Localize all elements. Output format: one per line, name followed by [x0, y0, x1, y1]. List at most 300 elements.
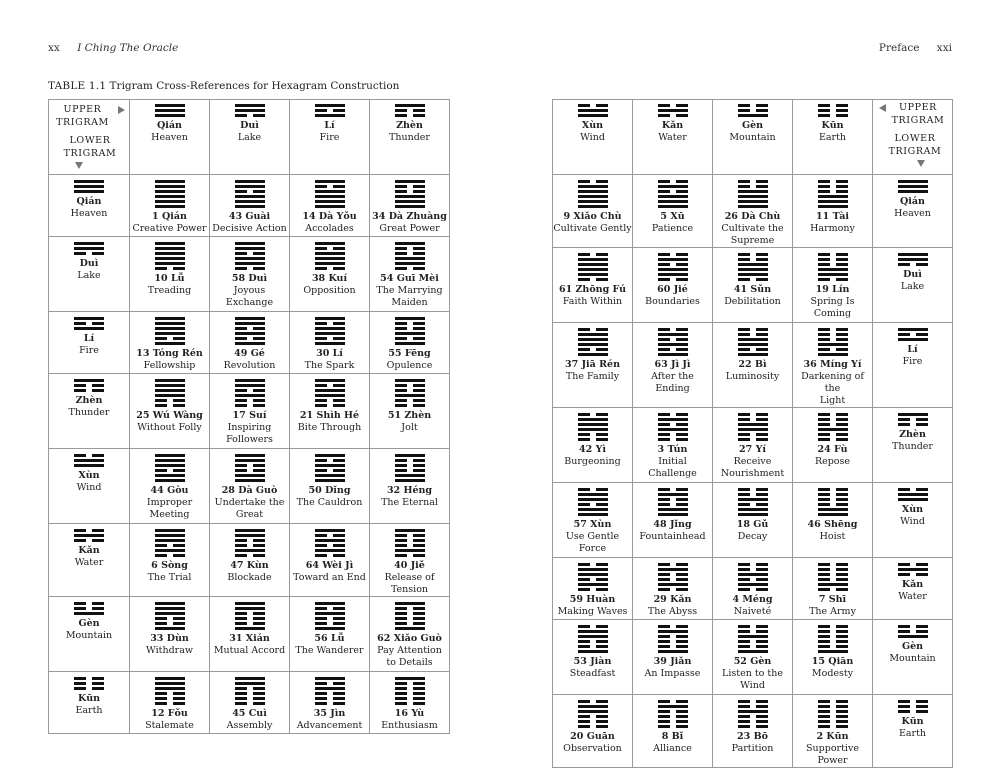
- hexagram-name: Gèn: [750, 656, 772, 667]
- hexagram-title: Boundaries: [645, 296, 700, 307]
- hexagram-name: Xiǎo Guò: [393, 633, 442, 644]
- hexagram-number: 48: [653, 519, 667, 530]
- hexagram-symbol: [658, 253, 688, 281]
- hexagram-title: Modesty: [811, 668, 854, 679]
- trigram-cell: [290, 100, 370, 175]
- hexagram-name: Jiǎn: [670, 656, 692, 667]
- hexagram-label: [136, 348, 203, 360]
- hexagram-label: [232, 708, 267, 720]
- trigram-meaning: Earth: [818, 132, 847, 143]
- hexagram-number: 34: [372, 211, 386, 222]
- trigram-name: Qián: [900, 196, 925, 207]
- hexagram-label: [653, 519, 691, 531]
- hexagram-label: [234, 348, 265, 360]
- hexagram-name: Lǚ: [330, 633, 345, 644]
- hexagram-symbol: [578, 253, 608, 281]
- hexagram-symbol: [578, 625, 608, 653]
- hexagram-symbol: [658, 625, 688, 653]
- hexagram-title: Supportive Power: [806, 743, 859, 766]
- hexagram-name: Zhōng Fú: [575, 284, 627, 295]
- hexagram-name: Cuì: [248, 708, 267, 719]
- trigram-meaning: Wind: [900, 516, 925, 527]
- hexagram-number: 14: [302, 211, 316, 222]
- table-caption: [48, 80, 399, 92]
- hexagram-cell: [210, 175, 290, 237]
- trigram-cell: [210, 100, 290, 175]
- hexagram-symbol: [818, 488, 848, 516]
- hexagram-cell: [713, 620, 793, 695]
- hexagram-cell: [793, 483, 873, 558]
- hexagram-title: Patience: [651, 223, 694, 234]
- hexagram-cell: [370, 449, 450, 524]
- arrow-left-icon: [879, 104, 886, 112]
- table-label: TABLE 1.1: [48, 80, 107, 92]
- hexagram-number: 1: [152, 211, 159, 222]
- hexagram-symbol: [155, 602, 185, 630]
- hexagram-title: Fountainhead: [639, 531, 706, 542]
- hexagram-number: 10: [154, 273, 168, 284]
- trigram-name: Xùn: [901, 504, 924, 515]
- trigram-meaning: Water: [658, 132, 687, 143]
- hexagram-title: Treading: [147, 285, 192, 296]
- hexagram-symbol: [315, 379, 345, 407]
- hexagram-title: Great Power: [379, 223, 440, 234]
- hexagram-label: [817, 444, 847, 456]
- hexagram-name: Lí: [332, 348, 343, 359]
- hexagram-symbol: [395, 242, 425, 270]
- hexagram-number: 5: [660, 211, 668, 222]
- trigram-cell: [873, 620, 953, 695]
- hexagram-number: 17: [232, 410, 246, 421]
- trigram-cell: [873, 695, 953, 768]
- trigram-meaning: Lake: [900, 281, 925, 292]
- hexagram-title: Undertake the: [214, 497, 285, 508]
- hexagram-number: 27: [739, 444, 753, 455]
- hexagram-cell: [210, 237, 290, 312]
- trigram-name: Duì: [240, 120, 259, 131]
- hexagram-name: Fǒu: [167, 708, 188, 719]
- hexagram-title: Observation: [563, 743, 622, 754]
- hexagram-number: 6: [151, 560, 158, 571]
- hexagram-cell: [553, 695, 633, 768]
- table-row: [49, 672, 450, 734]
- hexagram-symbol: [738, 180, 768, 208]
- hexagram-name: Jiě: [410, 560, 425, 571]
- hexagram-name: Jiàn: [590, 656, 612, 667]
- corner-cell: [873, 100, 953, 175]
- hexagram-symbol: [395, 677, 425, 705]
- trigram-symbol: [74, 602, 104, 615]
- hexagram-number: 50: [308, 485, 322, 496]
- hexagram-name: Bǐ: [671, 731, 684, 742]
- hexagram-number: 46: [807, 519, 821, 530]
- trigram-meaning: Water: [74, 557, 104, 568]
- hexagram-number: 4: [732, 594, 740, 605]
- hexagram-cell: [793, 695, 873, 768]
- hexagram-symbol: [658, 563, 688, 591]
- hexagram-name: Míng Yí: [820, 359, 862, 370]
- table-row: [553, 483, 953, 558]
- hexagram-title: Light: [819, 395, 846, 406]
- hexagram-label: [154, 273, 184, 285]
- trigram-name: Kūn: [77, 693, 101, 704]
- hexagram-label: [725, 211, 781, 223]
- table-row: [49, 175, 450, 237]
- trigram-symbol: [898, 180, 928, 193]
- hexagram-number: 55: [388, 348, 402, 359]
- hexagram-title: Darkening of the: [801, 371, 864, 394]
- hexagram-symbol: [155, 454, 185, 482]
- hexagram-cell: [210, 524, 290, 597]
- hexagram-name: Dà Chù: [741, 211, 781, 222]
- hexagram-name: Kùn: [246, 560, 269, 571]
- hexagram-label: [662, 731, 684, 743]
- hexagram-number: 35: [313, 708, 327, 719]
- hexagram-cell: [370, 597, 450, 672]
- hexagram-cell: [130, 672, 210, 734]
- trigram-cell: [49, 449, 130, 524]
- hexagram-cell: [290, 374, 370, 449]
- hexagram-number: 44: [150, 485, 164, 496]
- hexagram-cell: [713, 483, 793, 558]
- trigram-symbol: [155, 104, 185, 117]
- trigram-meaning: Fire: [79, 345, 99, 356]
- hexagram-title: The Wanderer: [295, 645, 364, 656]
- hexagram-title: Hoist: [819, 531, 846, 542]
- hexagram-title: Making Waves: [557, 606, 628, 617]
- hexagram-cell: [370, 672, 450, 734]
- hexagram-label: [372, 211, 447, 223]
- table-row: [553, 408, 953, 483]
- hexagram-label: [574, 519, 612, 531]
- running-header-right: [879, 42, 952, 54]
- hexagram-symbol: [818, 625, 848, 653]
- hexagram-name: Fēng: [404, 348, 431, 359]
- hexagram-title: Release of Tension: [384, 572, 435, 595]
- hexagram-symbol: [578, 180, 608, 208]
- hexagram-number: 56: [314, 633, 328, 644]
- trigram-cell: [130, 100, 210, 175]
- hexagram-title: The Cauldron: [296, 497, 363, 508]
- hexagram-label: [316, 348, 343, 360]
- hexagram-number: 58: [231, 273, 246, 284]
- hexagram-title: Pay Attention: [377, 645, 442, 656]
- hexagram-number: 40: [394, 560, 408, 571]
- hexagram-title: to Details: [386, 657, 433, 668]
- hexagram-title: Cultivate the: [721, 223, 784, 234]
- hexagram-label: [229, 211, 270, 223]
- hexagram-number: 38: [311, 273, 326, 284]
- hexagram-name: Kuí: [328, 273, 348, 284]
- hexagram-name: Suí: [249, 410, 267, 421]
- hexagram-number: 64: [305, 560, 319, 571]
- hexagram-label: [737, 519, 769, 531]
- hexagram-symbol: [155, 379, 185, 407]
- hexagram-name: Sòng: [161, 560, 188, 571]
- trigram-symbol: [898, 563, 928, 576]
- hexagram-title: Steadfast: [569, 668, 616, 679]
- hexagram-label: [563, 211, 621, 223]
- hexagram-cell: [633, 175, 713, 248]
- hexagram-cell: [713, 248, 793, 323]
- hexagram-number: 16: [394, 708, 409, 719]
- hexagram-number: 28: [221, 485, 235, 496]
- trigram-meaning: Earth: [898, 728, 927, 739]
- hexagram-label: [300, 410, 359, 422]
- trigram-meaning: Thunder: [892, 441, 933, 452]
- running-header-left: [48, 42, 178, 54]
- hexagram-number: 13: [136, 348, 150, 359]
- table-row: [49, 449, 450, 524]
- hexagram-number: 18: [736, 519, 750, 530]
- hexagram-cell: [553, 558, 633, 620]
- hexagram-symbol: [738, 328, 768, 356]
- hexagram-name: Fù: [834, 444, 848, 455]
- hexagram-title: Without Folly: [137, 422, 202, 433]
- trigram-cell: [553, 100, 633, 175]
- hexagram-symbol: [315, 454, 345, 482]
- hexagram-name: Kūn: [826, 731, 849, 742]
- hexagram-title: Spring Is Coming: [810, 296, 855, 319]
- hexagram-number: 36: [803, 359, 817, 370]
- hexagram-cell: [290, 312, 370, 374]
- hexagram-cell: [713, 695, 793, 768]
- table-row: [553, 248, 953, 323]
- trigram-symbol: [578, 104, 608, 117]
- trigram-name: Lí: [324, 120, 335, 131]
- hexagram-label: [654, 359, 690, 371]
- trigram-name: Duì: [79, 258, 99, 269]
- hexagram-number: 59: [569, 594, 583, 605]
- hexagram-label: [574, 656, 612, 668]
- trigram-symbol: [74, 529, 104, 542]
- table-row: [49, 374, 450, 449]
- hexagram-number: 31: [229, 633, 243, 644]
- trigram-cell: [873, 248, 953, 323]
- trigram-cell: [49, 175, 130, 237]
- trigram-cell: [633, 100, 713, 175]
- trigram-meaning: Lake: [77, 270, 101, 281]
- hexagram-title: Assembly: [226, 720, 273, 731]
- trigram-meaning: Mountain: [729, 132, 776, 143]
- hexagram-symbol: [395, 180, 425, 208]
- hexagram-title: Alliance: [653, 743, 692, 754]
- trigram-name: Kǎn: [78, 545, 100, 556]
- trigram-meaning: Mountain: [889, 653, 936, 664]
- hexagram-name: Jǐng: [669, 519, 692, 530]
- hexagram-number: 11: [816, 211, 830, 222]
- trigram-symbol: [74, 242, 104, 255]
- hexagram-cell: [793, 175, 873, 248]
- hexagram-name: Jì Jì: [671, 359, 691, 370]
- hexagram-title: The Eternal: [381, 497, 438, 508]
- hexagram-number: 37: [565, 359, 579, 370]
- trigram-name: Gèn: [741, 120, 764, 131]
- trigram-name: Duì: [903, 269, 922, 280]
- trigram-name: Kūn: [821, 120, 844, 131]
- corner-cell: [49, 100, 130, 175]
- hexagram-label: [654, 594, 692, 606]
- hexagram-label: [559, 284, 626, 296]
- hexagram-title: Great: [235, 509, 264, 520]
- arrow-down-icon: [75, 162, 83, 169]
- hexagram-name: Qiān: [828, 656, 854, 667]
- hexagram-symbol: [658, 700, 688, 728]
- hexagram-name: Tóng Rén: [152, 348, 203, 359]
- hexagram-name: Dà Zhuàng: [388, 211, 447, 222]
- trigram-symbol: [235, 104, 265, 117]
- hexagram-cell: [130, 374, 210, 449]
- hexagram-number: 21: [299, 410, 314, 421]
- hexagram-label: [152, 211, 187, 223]
- hexagram-label: [579, 444, 606, 456]
- hexagram-cell: [130, 237, 210, 312]
- hexagram-name: Dǐng: [325, 485, 351, 496]
- hexagram-cell: [370, 175, 450, 237]
- hexagram-cell: [793, 408, 873, 483]
- hexagram-number: 20: [570, 731, 584, 742]
- hexagram-name: Yù: [411, 708, 425, 719]
- trigram-cell: [873, 558, 953, 620]
- hexagram-name: Gòu: [167, 485, 189, 496]
- hexagram-name: Wú Wàng: [152, 410, 203, 421]
- hexagram-symbol: [315, 602, 345, 630]
- hexagram-symbol: [235, 379, 265, 407]
- hexagram-label: [233, 410, 267, 422]
- hexagram-cell: [130, 597, 210, 672]
- hexagram-label: [812, 656, 854, 668]
- hexagram-cell: [290, 237, 370, 312]
- hexagram-symbol: [155, 180, 185, 208]
- hexagram-title: The Abyss: [647, 606, 698, 617]
- hexagram-label: [314, 633, 344, 645]
- hexagram-symbol: [738, 700, 768, 728]
- hexagram-cell: [633, 620, 713, 695]
- hexagram-cell: [553, 483, 633, 558]
- hexagram-name: Dùn: [166, 633, 189, 644]
- hexagram-title: The Army: [809, 606, 856, 617]
- hexagram-name: Qián: [161, 211, 187, 222]
- table-row: [553, 620, 953, 695]
- hexagram-name: Guī Mèi: [396, 273, 439, 284]
- table-right-page: [552, 99, 953, 768]
- hexagram-title: Use Gentle Force: [565, 531, 620, 554]
- hexagram-title: Nourishment: [720, 468, 785, 479]
- hexagram-number: 3: [657, 444, 665, 455]
- hexagram-cell: [553, 323, 633, 408]
- hexagram-number: 54: [380, 273, 394, 284]
- hexagram-title: Supreme: [730, 235, 775, 246]
- hexagram-symbol: [818, 253, 848, 281]
- hexagram-title: Accolades: [305, 223, 354, 234]
- hexagram-name: Dà Guò: [238, 485, 278, 496]
- hexagram-title: Fellowship: [143, 360, 196, 371]
- hexagram-number: 12: [151, 708, 165, 719]
- hexagram-number: 63: [654, 359, 668, 370]
- arrow-right-icon: [118, 106, 125, 114]
- hexagram-name: Jié: [673, 284, 688, 295]
- trigram-symbol: [738, 104, 768, 117]
- trigram-symbol: [658, 104, 688, 117]
- hexagram-number: 47: [230, 560, 244, 571]
- hexagram-title: Harmony: [810, 223, 855, 234]
- hexagram-symbol: [395, 602, 425, 630]
- hexagram-label: [150, 633, 189, 645]
- hexagram-label: [654, 656, 692, 668]
- hexagram-cell: [793, 558, 873, 620]
- section-title: Preface: [878, 42, 920, 54]
- hexagram-symbol: [658, 180, 688, 208]
- hexagram-label: [739, 444, 766, 456]
- hexagram-title: Opposition: [303, 285, 356, 296]
- table-left-page: [48, 99, 450, 734]
- hexagram-symbol: [235, 242, 265, 270]
- hexagram-cell: [130, 524, 210, 597]
- hexagram-number: 29: [653, 594, 667, 605]
- hexagram-symbol: [738, 413, 768, 441]
- hexagram-title: Receive: [733, 456, 772, 467]
- trigram-meaning: Thunder: [68, 407, 110, 418]
- hexagram-label: [395, 708, 424, 720]
- hexagram-label: [816, 731, 848, 743]
- hexagram-title: Debilitation: [724, 296, 781, 307]
- hexagram-name: Shī: [828, 594, 847, 605]
- trigram-meaning: Fire: [319, 132, 340, 143]
- table-row: [553, 558, 953, 620]
- trigram-cell: [49, 312, 130, 374]
- trigram-symbol: [74, 454, 104, 467]
- hexagram-name: Guài: [245, 211, 271, 222]
- upper-trigram-label: UPPER TRIGRAM: [56, 104, 109, 128]
- hexagram-label: [309, 485, 351, 497]
- hexagram-number: 62: [377, 633, 391, 644]
- hexagram-name: Tài: [832, 211, 849, 222]
- trigram-symbol: [898, 625, 928, 638]
- hexagram-number: 33: [150, 633, 164, 644]
- hexagram-cell: [370, 374, 450, 449]
- hexagram-cell: [553, 620, 633, 695]
- trigram-symbol: [898, 328, 928, 341]
- table-caption-text: Trigram Cross-References for Hexagram Construction: [109, 80, 400, 92]
- hexagram-label: [804, 359, 862, 371]
- hexagram-name: Gé: [250, 348, 265, 359]
- trigram-name: Zhèn: [75, 395, 103, 406]
- hexagram-label: [306, 560, 354, 572]
- hexagram-cell: [713, 175, 793, 248]
- hexagram-cell: [553, 408, 633, 483]
- hexagram-name: Xùn: [590, 519, 612, 530]
- hexagram-title: The Trial: [147, 572, 192, 583]
- hexagram-name: Jìn: [330, 708, 346, 719]
- trigram-meaning: Fire: [902, 356, 923, 367]
- hexagram-label: [229, 633, 270, 645]
- hexagram-symbol: [395, 379, 425, 407]
- trigram-cell: [370, 100, 450, 175]
- hexagram-name: Jiā Rén: [581, 359, 620, 370]
- hexagram-number: 19: [815, 284, 829, 295]
- hexagram-name: Lín: [832, 284, 850, 295]
- trigram-meaning: Lake: [237, 132, 262, 143]
- book-title: I Ching The Oracle: [77, 42, 179, 54]
- hexagram-label: [819, 594, 846, 606]
- hexagram-symbol: [315, 317, 345, 345]
- hexagram-title: Cultivate Gently: [553, 223, 632, 234]
- hexagram-label: [232, 273, 267, 285]
- hexagram-title: Toward an End: [293, 572, 366, 583]
- hexagram-symbol: [658, 328, 688, 356]
- trigram-symbol: [818, 104, 848, 117]
- hexagram-cell: [290, 672, 370, 734]
